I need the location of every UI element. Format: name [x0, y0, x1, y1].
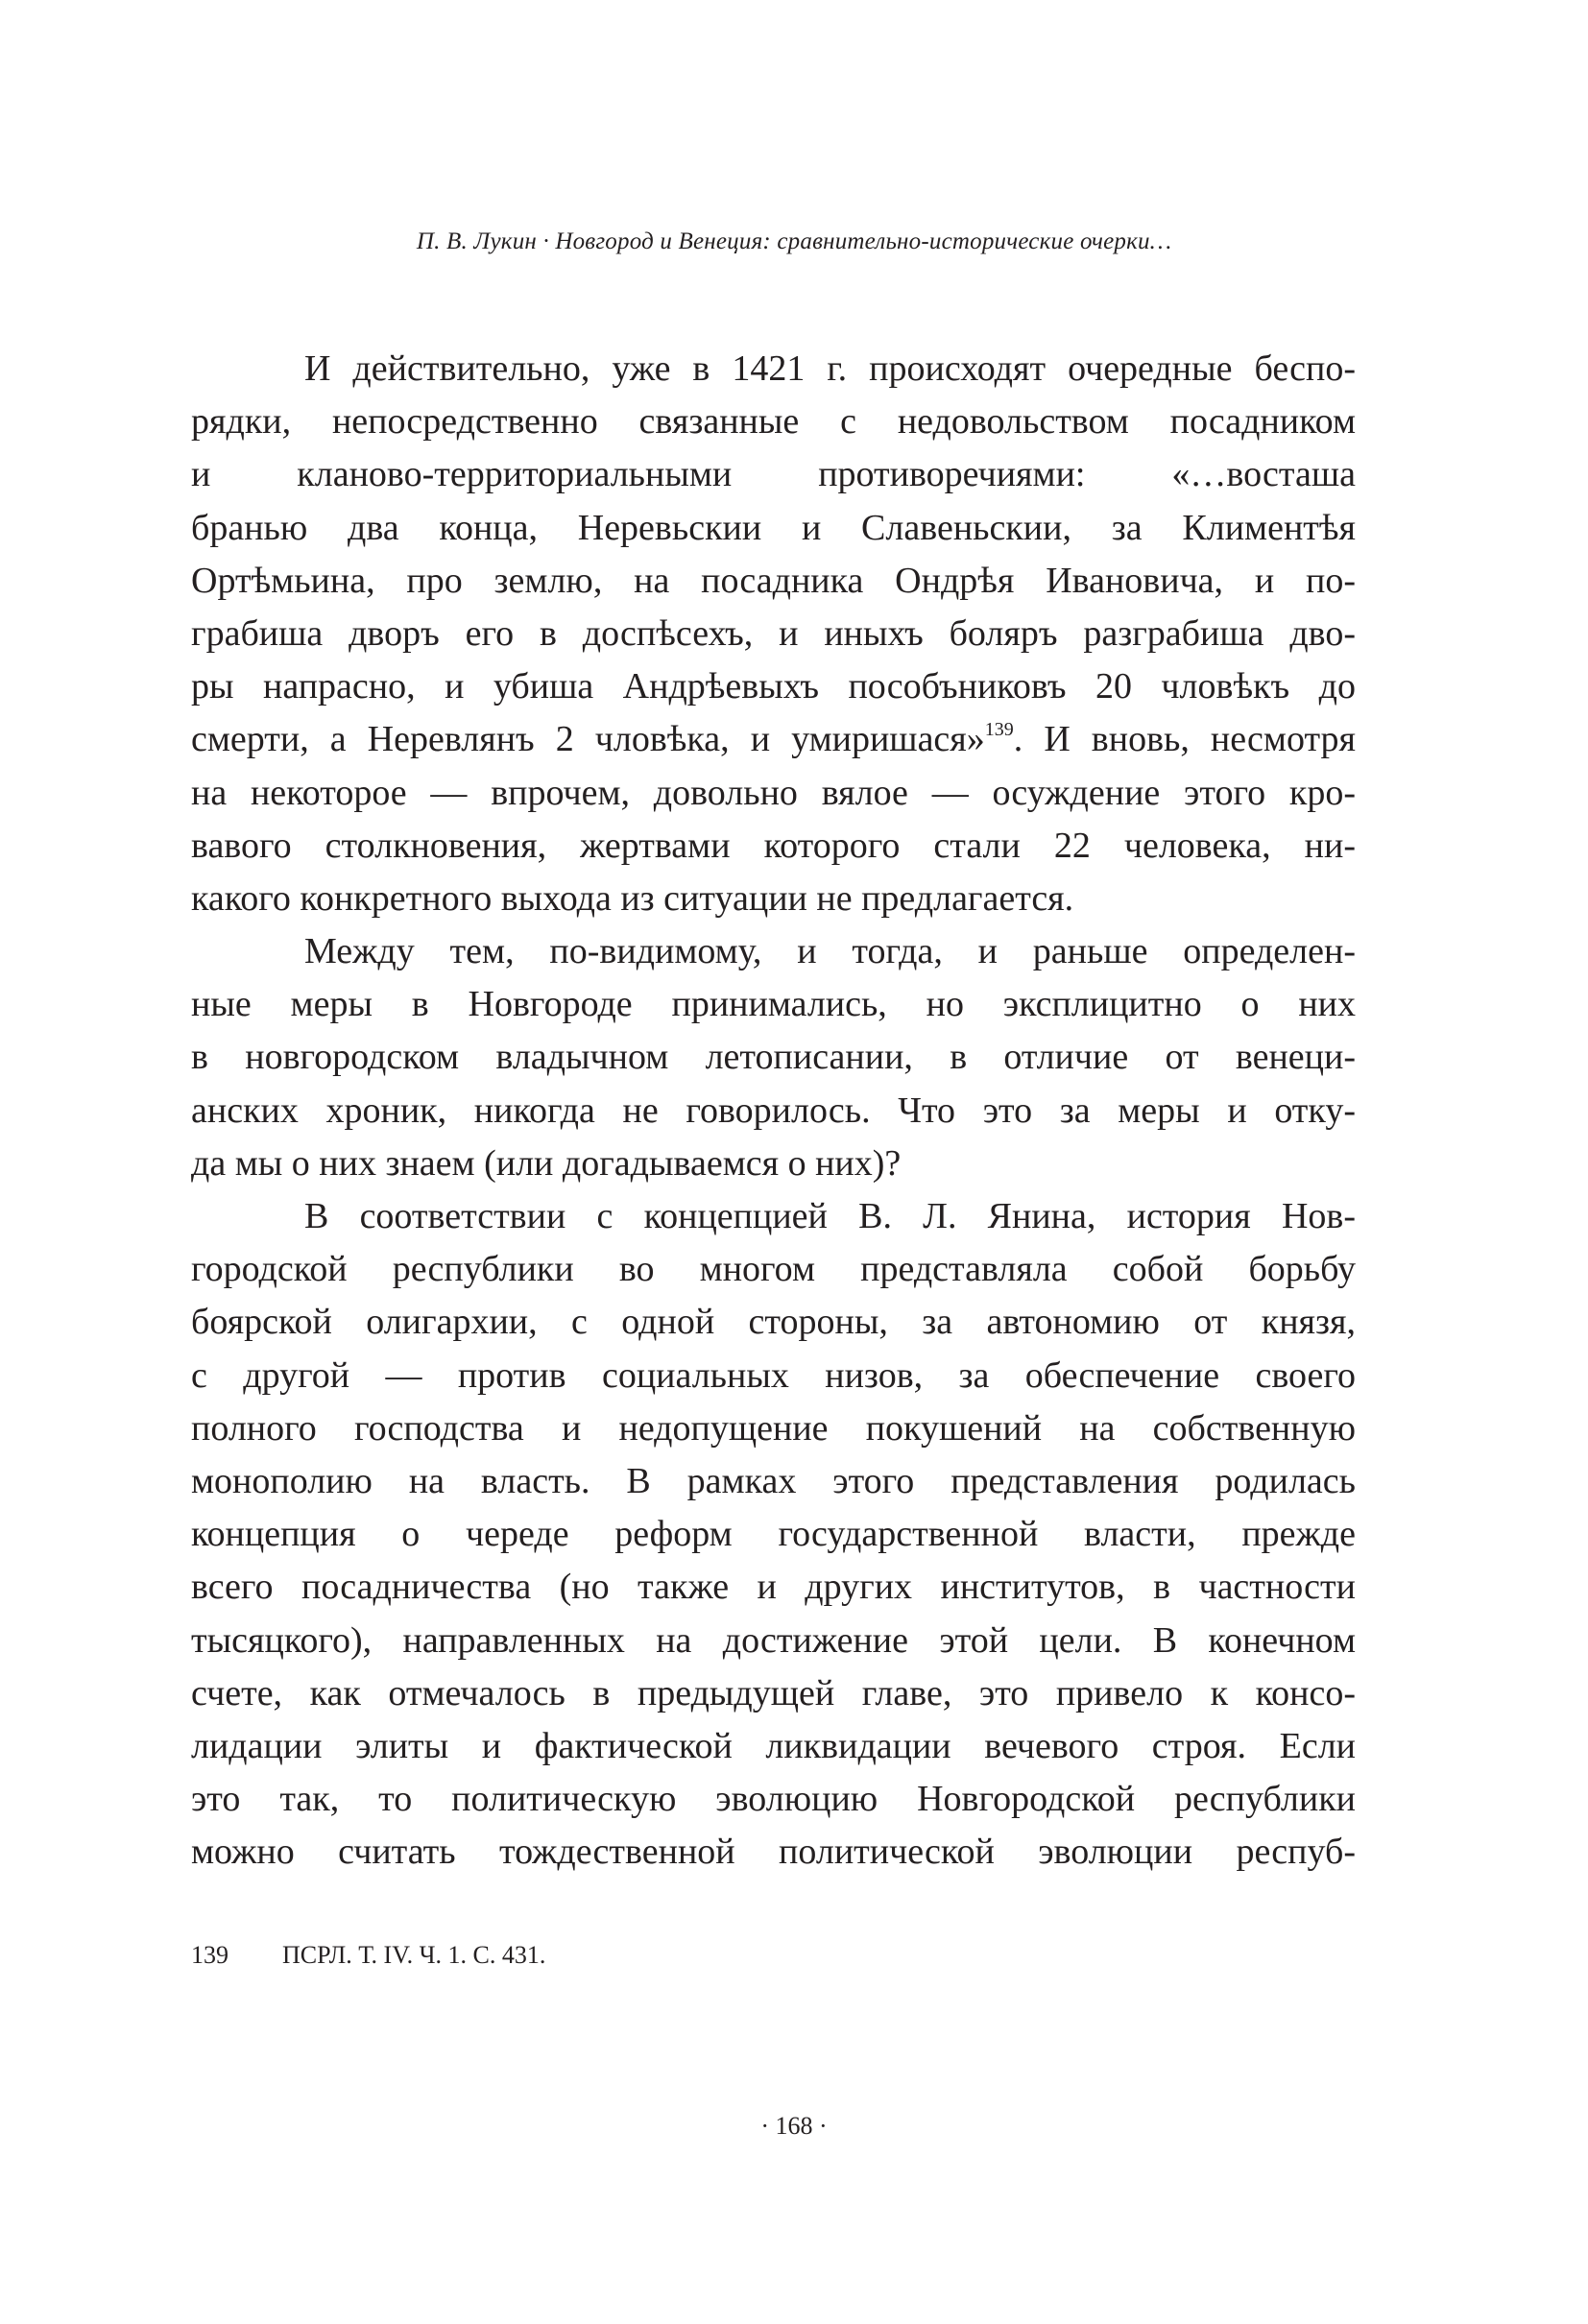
footnote-reference[interactable]: 139 — [984, 719, 1014, 741]
text-line: анских хроник, никогда не говорилось. Что это за меры и отку- — [191, 1090, 1356, 1131]
text-line: на некоторое — впрочем, довольно вялое — осуждение этого кро- — [191, 772, 1356, 813]
text-line: счете, как отмечалось в предыдущей главе, это привело к консо- — [191, 1672, 1356, 1713]
text-line: с другой — против социальных низов, за обеспечение своего — [191, 1354, 1356, 1396]
text-line: И действительно, уже в 1421 г. происходят очередные беспо- — [304, 348, 1356, 389]
text-segment: . И вновь, несмотря — [1013, 719, 1356, 760]
running-header: П. В. Лукин · Новгород и Венеция: сравнительно-исторические очерки… — [416, 228, 1172, 254]
text-line: В соответствии с концепцией В. Л. Янина, история Нов- — [304, 1196, 1356, 1236]
footnote-number: 139 — [191, 1941, 229, 1969]
text-segment: смерти, а Неревлянъ 2 чловѣка, и умиришася» — [191, 719, 985, 760]
page-number: · 168 · — [760, 2112, 828, 2140]
footnote — [191, 1941, 545, 1970]
body-text — [191, 343, 1356, 1879]
text-line: ные меры в Новгороде принимались, но эксплицитно о них — [191, 984, 1356, 1025]
text-line: можно считать тождественной политической эволюции респуб- — [191, 1832, 1356, 1873]
text-line: это так, то политическую эволюцию Новгородской республики — [191, 1779, 1356, 1820]
text-line: Ортѣмьина, про землю, на посадника Ондрѣя Ивановича, и по- — [191, 560, 1356, 601]
text-line: полного господства и недопущение покушений на собственную — [191, 1407, 1356, 1449]
text-line: тысяцкого), направленных на достижение этой цели. В конечном — [191, 1619, 1356, 1661]
text-line: Между тем, по-видимому, и тогда, и раньше определен- — [304, 931, 1356, 972]
text-line: бранью два конца, Неревьскии и Славеньскии, за Климентѣя — [191, 507, 1356, 548]
text-line: всего посадничества (но также и других институтов, в частности — [191, 1567, 1356, 1608]
text-line: грабиша дворъ его в доспѣсехъ, и иныхъ боляръ разграбиша дво- — [191, 612, 1356, 654]
text-line: ры напрасно, и убиша Андрѣевыхъ пособъниковъ 20 чловѣкъ до — [191, 666, 1356, 707]
text-line: вавого столкновения, жертвами которого стали 22 человека, ни- — [191, 825, 1356, 866]
text-line: и кланово-территориальными противоречиями: «…восташа — [191, 454, 1356, 495]
text-line: боярской олигархии, с одной стороны, за автономию от князя, — [191, 1302, 1356, 1343]
text-line: концепция о череде реформ государственной власти, прежде — [191, 1514, 1356, 1555]
footnote-text: ПСРЛ. Т. IV. Ч. 1. С. 431. — [282, 1941, 546, 1969]
text-line-with-footnote — [191, 713, 1356, 766]
text-line: лидации элиты и фактической ликвидации вечевого строя. Если — [191, 1725, 1356, 1766]
text-line: в новгородском владычном летописании, в отличие от венеци- — [191, 1037, 1356, 1078]
text-line: рядки, непосредственно связанные с недовольством посадником — [191, 401, 1356, 443]
text-line: какого конкретного выхода из ситуации не предлагается. — [191, 877, 1074, 919]
text-line: монополию на власть. В рамках этого представления родилась — [191, 1460, 1356, 1501]
text-line: да мы о них знаем (или догадываемся о них)? — [191, 1142, 902, 1184]
text-line: городской республики во многом представляла собой борьбу — [191, 1249, 1356, 1290]
